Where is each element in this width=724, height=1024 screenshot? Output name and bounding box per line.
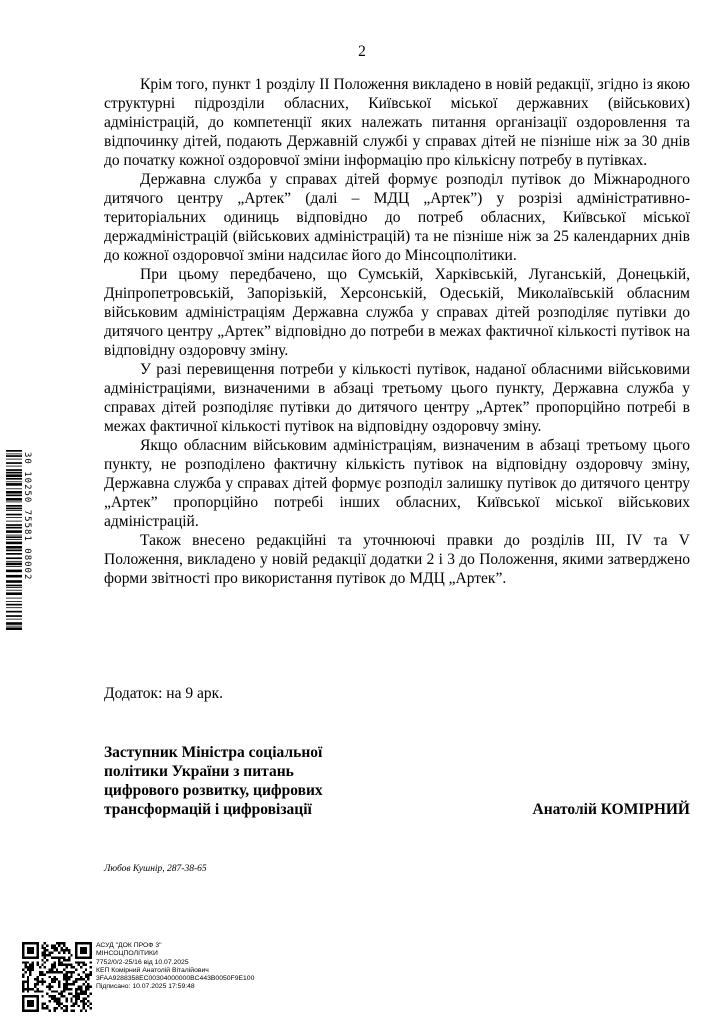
paragraph-1: Крім того, пункт 1 розділу ІІ Положення викладено в новій редакції, згідно із якою структурні підрозділи обласних, Київської міської державних (військових) адміністрацій, до компетенції яких належать питання організації оздоровлення та відпочинку дітей, подають Державній службі у справах дітей не пізніше ніж за 30 днів до початку кожної оздоровчої зміни інформацію про кількісну потребу в путівках. bbox=[104, 76, 690, 169]
signatory-title-line: трансформацій і цифровізації bbox=[104, 801, 312, 818]
stamp-line: МІНСОЦПОЛІТИКИ bbox=[96, 950, 158, 958]
qr-code-icon bbox=[22, 942, 92, 1012]
signatory-title-line: політики України з питань bbox=[104, 763, 294, 780]
barcode-number: 30 10250 75581 08002 bbox=[22, 452, 32, 581]
signatory-title-line: Заступник Міністра соціальної bbox=[104, 744, 323, 761]
stamp-line: 7752/0/2-25/16 від 10.07.2025 bbox=[96, 958, 189, 966]
signatory-title-line: цифрового розвитку, цифрових bbox=[104, 782, 323, 799]
e-signature-stamp bbox=[96, 942, 254, 992]
paragraph-2: Державна служба у справах дітей формує розподіл путівок до Міжнародного дитячого центру „Артек” (далі – МДЦ „Артек”) у розрізі адміністративно-територіальних одиниць відповідно до потреб обласних, Київської міської держадміністрацій (військових адміністрацій) та не пізніше ніж за 25 календарних днів до кожної оздоровчої зміни надсилає його до Мінсоцполітики. bbox=[104, 171, 690, 264]
stamp-line: КЕП Комірний Анатолій Віталійович bbox=[96, 966, 209, 974]
executor-contact: Любов Кушнір, 287-38-65 bbox=[104, 864, 207, 874]
page-number: 2 bbox=[358, 43, 366, 60]
signatory-title bbox=[104, 743, 404, 819]
paragraph-4: У разі перевищення потреби у кількості путівок, наданої обласними військовими адміністраціями, визначеними в абзаці третьому цього пункту, Державна служба у справах дітей розподіляє путівки до дитячого центру „Артек” пропорційно потребі в межах фактичної кількості путівок на відповідну оздоровчу зміну. bbox=[104, 361, 690, 435]
paragraph-5: Якщо обласним військовим адміністраціям, визначеним в абзаці третьому цього пункту, не розподілено фактичну кількість путівок на відповідну оздоровчу зміну, Державна служба у справах дітей формує розподіл залишку путівок до дитячого центру „Артек” пропорційно потребі інших обласних, Київської міської військових адміністрацій. bbox=[104, 437, 690, 530]
signature-block bbox=[104, 743, 690, 819]
attachment-note: Додаток: на 9 арк. bbox=[104, 685, 223, 702]
stamp-line: Підписано: 10.07.2025 17:59:48 bbox=[96, 983, 195, 991]
stamp-line: АСУД "ДОК ПРОФ 3" bbox=[96, 942, 162, 949]
stamp-line: 3FAA9288358EC00304000000BC443B0050F9E100 bbox=[96, 975, 255, 983]
paragraph-3: При цьому передбачено, що Сумській, Харківській, Луганській, Донецькій, Дніпропетровській, Запорізькій, Херсонській, Одеській, Миколаївській обласним військовим адміністраціям Державна служба у справах дітей розподіляє путівки до дитячого центру „Артек” відповідно до потреби в межах фактичної кількості путівок на відповідну оздоровчу зміну. bbox=[104, 266, 690, 359]
signatory-name: Анатолій КОМІРНИЙ bbox=[532, 801, 690, 818]
paragraph-6: Також внесено редакційні та уточнюючі правки до розділів ІІІ, IV та V Положення, викладено у новій редакції додатки 2 і 3 до Положення, якими затверджено форми звітності про використання путівок до МДЦ „Артек”. bbox=[104, 532, 690, 587]
letter-body bbox=[104, 75, 690, 588]
